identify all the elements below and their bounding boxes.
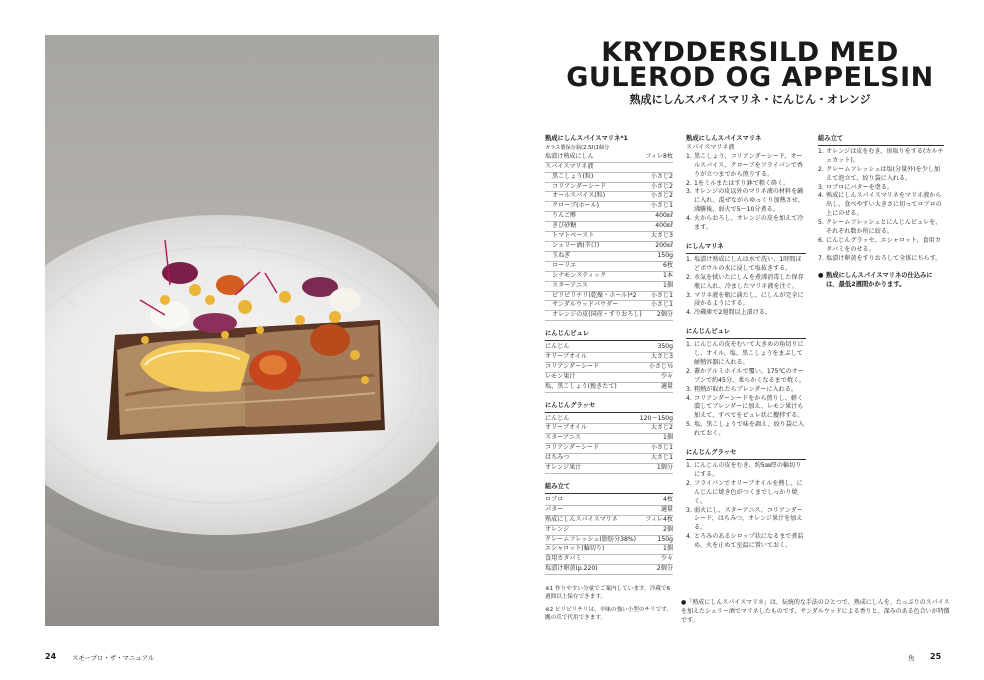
ingredient-row [545,262,673,272]
ingredient-quantity: 200㎖ [655,241,673,249]
step-number: 4. [686,394,692,402]
ingredient-quantity: 少々 [660,372,673,380]
ingredient-quantity: 2個 [663,525,673,533]
section-title: 熟成にしんスパイスマリネ*1 [545,135,628,142]
page-number-right: 25 [930,652,942,661]
ingredient-name: きび砂糖 [552,222,577,230]
method-step [818,255,944,264]
ingredient-name: ロブロ [545,495,564,503]
ingredient-row [545,565,673,575]
ingredient-row [545,301,673,311]
ingredient-name: バター [545,505,564,513]
method-step [686,507,806,534]
step-text: ロブロにバターを塗る。 [826,183,894,191]
ingredient-quantity: 400㎖ [655,212,673,220]
step-number: 1. [686,255,692,263]
ingredient-quantity: 150g [657,251,673,259]
ingredient-row [545,153,673,163]
ingredient-quantity: 大さじ3 [650,232,673,240]
step-text: 冷蔵庫で2週間以上漬ける。 [694,309,772,317]
ingredient-quantity: 適量 [660,382,673,390]
method-step [686,462,806,480]
method-step [686,533,806,551]
ingredient-row [545,183,673,193]
step-text: 黒こしょう、コリアンダーシード、オールスパイス、クローブをフライパンで香りが立つまでから煎りする。 [694,152,804,178]
bottom-note: ●「熟成にしんスパイスマリネ」は、伝統的な手法のひとつで、熟成にしんを、たっぷりのスパイスを加えたシェリー酒でマリネしたものです。サンダルウッドによる香りと、深みのある色合いが特徴です。 [681,599,950,624]
ingredient-quantity: 1個 [663,281,673,289]
page-number-left: 24 [45,652,57,661]
step-text: 塩、黒こしょうで味を調え、絞り袋に入れておく。 [694,421,805,438]
method-step [686,421,806,439]
step-text: 蓋かアルミホイルで覆い、175℃のオーブンで約45分、柔らかくなるまで焼く。 [694,367,805,384]
ingredient-name: オレンジ果汁 [545,464,582,472]
ingredient-quantity: 400㎖ [655,222,673,230]
ingredient-row [545,343,673,353]
ingredient-row [545,545,673,555]
step-text: 塩漬け卵黄をすりおろして全体にちらす。 [826,254,942,262]
ingredient-quantity: 小さじ1 [650,301,673,309]
step-text: 粗熱が取れたらブレンダーに入れる。 [694,385,797,393]
ingredient-name: 玉ねぎ [552,251,571,259]
section-title: にんじんピュレ [545,330,673,341]
step-text: クレームフレッシュとにんじんピュレを、それぞれ数か所に絞る。 [826,219,942,236]
ingredient-name: 塩漬け熟成にしん [545,152,594,160]
section-title: 組み立て [545,483,673,494]
ingredient-row [545,222,673,232]
method-step [818,237,944,255]
ingredient-name: クローブ(ホール) [552,202,599,210]
ingredient-quantity: 大さじ1 [650,454,673,462]
ingredient-name: トマトペースト [552,232,595,240]
method-step [686,368,806,386]
step-number: 3. [686,188,692,196]
ingredient-name: 食用カタバミ [545,555,582,563]
step-number: 2. [686,367,692,375]
ingredient-name: シナモンスティック [552,271,607,279]
food-photo [45,35,439,626]
step-text: にんじんの皮をむいて大きめの角切りにし、オイル、塩、黒こしょうをまぶして耐熱容器に入れる。 [694,341,804,366]
step-list [818,148,944,264]
running-head-left: スモーブロ・ザ・マニュアル [72,654,155,662]
method-step [686,480,806,507]
step-number: 3. [686,385,692,393]
ingredient-row [545,173,673,183]
yield-note: ガラス製保存瓶(2.5ℓ)1個分 [545,144,610,151]
subsection-title: スパイスマリネ液 [686,143,735,151]
step-number: 2. [818,165,824,173]
ingredient-name: スターアニス [545,434,581,442]
footnote: ※2 ピリピリチリは、辛味の強い小型のチリです。鷹の爪で代用できます。 [545,607,672,622]
method-step [686,341,806,368]
ingredient-name: 黒こしょう(粒) [552,172,594,180]
method-step [818,192,944,219]
method-step [686,395,806,422]
method-step [818,219,944,237]
ingredient-row [545,424,673,434]
method-step [686,274,806,292]
step-text: オレンジの皮以外のマリネ液の材料を鍋に入れ、混ぜながらゆっくり加熱させ、沸騰後、弱火で5〜10分煮る。 [694,188,804,214]
step-number: 3. [686,506,692,514]
ingredient-row [545,212,673,222]
ingredient-quantity: 大さじ3 [650,353,673,361]
step-text: 熟成にしんスパイスマリネをマリネ液から出し、食べやすい大きさに切ってロブロの上にのせる。 [826,192,942,218]
ingredient-row [545,415,673,425]
ingredient-row [545,272,673,282]
ingredient-name: シェリー酒(辛口) [552,241,600,249]
ingredient-row [545,232,673,242]
ingredient-quantity: 1個分 [656,464,673,472]
ingredient-quantity: 小さじ1 [650,291,673,299]
ingredient-name: 塩、黒こしょう(挽きたて) [545,382,617,390]
step-number: 2. [686,479,692,487]
ingredient-row [545,252,673,262]
ingredient-name: スパイスマリネ液 [545,162,594,170]
ingredient-row [545,536,673,546]
ingredient-name: にんじん [545,414,570,422]
method-step [686,153,806,180]
step-text: 火からおろし、オレンジの皮を加えて冷ます。 [694,215,804,232]
step-number: 4. [818,192,824,200]
ingredient-name: にんじん [545,343,570,351]
step-text: オレンジは皮をむき、房取りをする(カルチェカット)。 [826,147,944,164]
ingredient-quantity: 大さじ2 [650,424,673,432]
ingredient-list [545,153,673,321]
ingredient-name: クレームフレッシュ(脂肪分38%) [545,535,636,543]
ingredient-row [545,363,673,373]
ingredient-list [545,496,673,575]
section-title: にんじんピュレ [686,328,806,339]
ingredient-quantity: 1本 [663,271,673,279]
ingredient-name: オレンジの皮(国産・すりおろし) [552,311,642,319]
ingredient-quantity: 150g [657,535,673,543]
smorrebrod-illustration [45,35,439,626]
method-step [686,215,806,233]
ingredient-quantity: 2個分 [656,311,673,319]
ingredient-row [545,311,673,321]
subsection-title: にしんマリネ [686,243,806,254]
step-text: 1をミルまたはすり鉢で粗く砕く。 [694,179,790,187]
ingredient-quantity: 6枚 [663,261,673,269]
ingredient-name: ピリピリチリ(乾燥・ホール)*2 [552,291,637,299]
step-number: 3. [686,291,692,299]
ingredient-quantity: 小さじ1 [650,202,673,210]
footnote: ※1 作りやすい分量でご案内しています。冷蔵で6週間以上保存できます。 [545,586,671,601]
step-list [686,256,806,318]
section-title: にんじんグラッセ [686,449,806,460]
ingredient-name: コリアンダーシード [545,362,600,370]
ingredient-list [545,415,673,474]
step-text: 弱火にし、スターアニス、コリアンダーシード、はちみつ、オレンジ果汁を加える。 [694,506,803,532]
method-step [686,188,806,215]
method-step [818,148,944,166]
step-number: 1. [686,152,692,160]
ingredient-quantity: 1個 [663,545,673,553]
recipe-subtitle: 熟成にしんスパイスマリネ・にんじん・オレンジ [629,93,871,106]
ingredient-row [545,464,673,474]
ingredient-quantity: 小さじ1 [650,444,673,452]
ingredient-quantity: 小さじ2 [650,192,673,200]
step-text: フライパンでオリーブオイルを熱し、にんじんに焼き色がつくまでしっかり焼く。 [694,479,803,505]
ingredient-row [545,526,673,536]
method-step [686,309,806,318]
step-text: コリアンダーシードをから煎りし、軽く潰してブレンダーに加え、レモン果汁も加えて、すべてをピュレ状に攪拌する。 [694,394,804,420]
ingredient-quantity: 4枚 [663,495,673,503]
ingredient-row [545,192,673,202]
ingredient-quantity: 小さじ2 [650,182,673,190]
step-text: にんじんの皮をむき、約5㎜厚の輪切りにする。 [694,462,802,478]
ingredient-name: はちみつ [545,454,570,462]
step-number: 4. [686,309,692,317]
step-number: 2. [686,273,692,281]
method-step [686,256,806,274]
tip-icon: ● [818,271,824,279]
ingredient-quantity: フィレ8枚 [645,152,673,160]
section-title: 熟成にしんスパイスマリネ [686,135,762,142]
ingredient-quantity: 120〜150g [639,414,673,422]
ingredient-quantity: 少々 [660,555,673,563]
running-head-right: 魚 [908,654,915,662]
step-list [686,341,806,439]
step-number: 1. [686,462,692,469]
method-step [818,166,944,184]
ingredient-row [545,555,673,565]
ingredient-quantity: フィレ4枚 [645,515,673,523]
ingredient-name: 熟成にしんスパイスマリネ [545,515,618,523]
step-number: 1. [818,147,824,155]
method-step [686,292,806,310]
ingredients-column [545,135,673,622]
method-column [686,135,806,551]
section-title: 組み立て [818,135,944,146]
ingredient-row [545,496,673,506]
step-number: 4. [686,215,692,223]
ingredient-name: オリーブオイル [545,424,587,432]
ingredient-name: オリーブオイル [545,353,587,361]
ingredient-name: エシャロット(輪切り) [545,545,605,553]
ingredient-name: スターアニス [552,281,588,289]
ingredient-quantity: 小さじ½ [648,362,673,370]
ingredient-name: オールスパイス(粒) [552,192,606,200]
ingredient-name: コリアンダーシード [552,182,607,190]
ingredient-name: 塩漬け卵黄(p.220) [545,565,598,573]
ingredient-row [545,506,673,516]
ingredient-list [545,343,673,393]
step-number: 5. [686,421,692,429]
step-list [686,153,806,233]
step-text: マリネ液を瓶に満たし、にしんが完全に浸かるようにする。 [694,291,804,308]
step-list [686,462,806,551]
ingredient-row [545,292,673,302]
ingredient-quantity: 2個分 [656,565,673,573]
recipe-title-line-2: GULEROD OG APPELSIN [566,62,934,93]
step-number: 7. [818,254,824,262]
ingredient-row [545,444,673,454]
ingredient-quantity: 1個 [663,434,673,442]
ingredient-row [545,516,673,526]
recipe-title-line-1: KRYDDERSILD MED [601,37,899,68]
ingredient-row [545,434,673,444]
step-text: にんじんグラッセ、エシャロット、食用カタバミをのせる。 [826,236,941,253]
method-step [686,386,806,395]
step-number: 3. [818,183,824,191]
ingredient-row [545,353,673,363]
step-text: 塩漬け熟成にしんは水で洗い、1時間ほどボウルの水に浸して塩抜きする。 [694,255,802,272]
step-text: 水気を拭いたにしんを煮沸消毒した保存瓶に入れ、冷ましたマリネ液を注ぐ。 [694,273,804,290]
ingredient-quantity: 適量 [660,505,673,513]
ingredient-name: ローリエ [552,261,577,269]
ingredient-name: レモン果汁 [545,372,576,380]
step-text: クレームフレッシュは塩(分量外)を少し加えて泡立て、絞り袋に入れる。 [826,165,941,182]
ingredient-row [545,373,673,383]
ingredient-name: オレンジ [545,525,570,533]
step-number: 2. [686,179,692,187]
step-text: とろみのあるシロップ状になるまで煮詰め、火を止めて室温に置いておく。 [694,533,804,550]
ingredient-quantity: 350g [657,343,673,351]
ingredient-name: コリアンダーシード [545,444,600,452]
ingredient-row [545,163,673,173]
ingredient-quantity: 小さじ2 [650,172,673,180]
step-number: 6. [818,236,824,244]
ingredient-name: サンダルウッドパウダー [552,301,619,309]
assembly-column [818,135,944,290]
ingredient-name: りんご酢 [552,212,577,220]
tip: ● 熟成にしんスパイスマリネの仕込みには、最低2週間かかります。 [818,271,933,288]
ingredient-row [545,202,673,212]
ingredient-row [545,242,673,252]
section-title: にんじんグラッセ [545,402,673,413]
step-number: 4. [686,533,692,541]
ingredient-row [545,454,673,464]
step-number: 1. [686,341,692,349]
step-number: 5. [818,219,824,227]
ingredient-row [545,282,673,292]
ingredient-row [545,383,673,393]
